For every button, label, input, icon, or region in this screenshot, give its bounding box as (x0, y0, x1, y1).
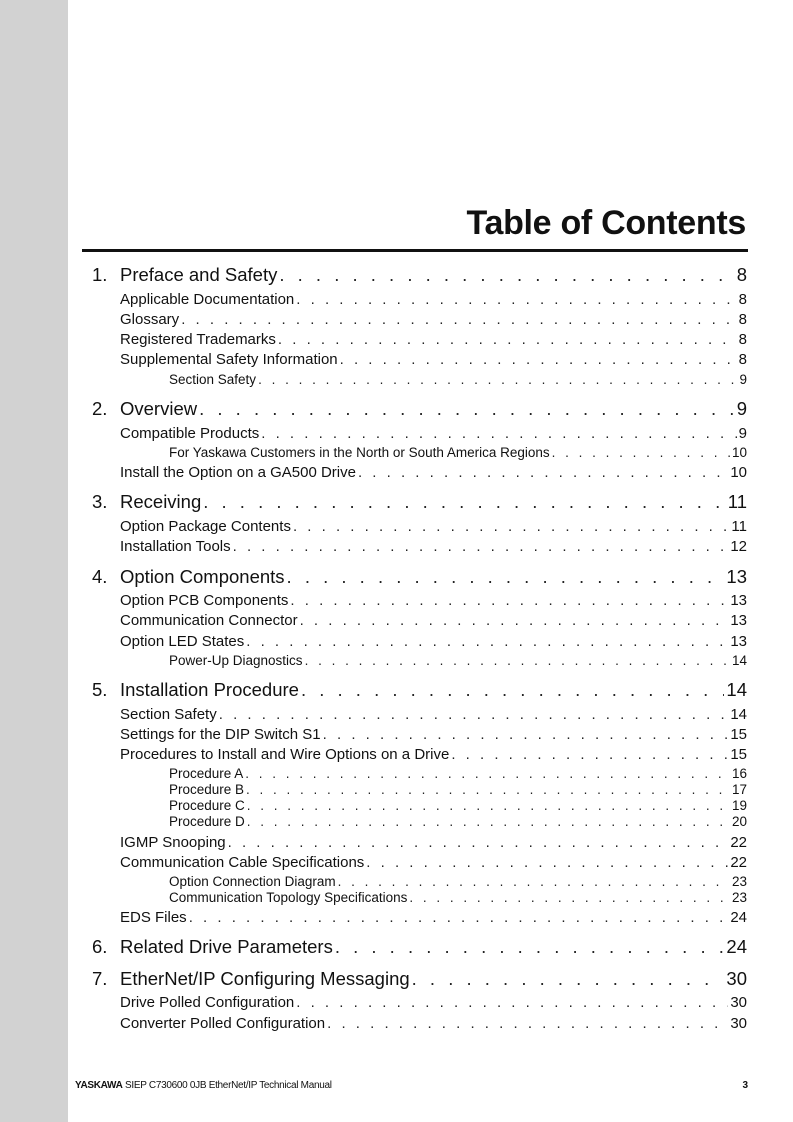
toc-entry-title: Procedure D (169, 814, 245, 829)
leader-dots (278, 331, 737, 348)
toc-page-number: 8 (738, 331, 747, 348)
toc-entry-title: Option LED States (120, 633, 245, 650)
toc-entry-title: EDS Files (120, 909, 187, 926)
toc-page-number: 23 (731, 874, 747, 889)
toc-page-number: 30 (726, 968, 747, 989)
toc-entry-title: Supplemental Safety Information (120, 351, 338, 368)
toc-page-number: 13 (726, 566, 747, 587)
toc-entry-title: Applicable Documentation (120, 291, 295, 308)
toc-page-number: 9 (738, 425, 747, 442)
leader-dots (409, 890, 730, 905)
leader-dots (279, 264, 734, 286)
toc-entry[interactable] (169, 798, 747, 813)
toc-entry-title: Procedure A (169, 766, 244, 781)
toc-entry-title: EtherNet/IP Configuring Messaging (120, 968, 410, 989)
toc-entry[interactable] (120, 1015, 747, 1032)
toc-entry-title: Settings for the DIP Switch S1 (120, 726, 321, 743)
footer-document-id (75, 1080, 332, 1091)
toc-entry-title: Glossary (120, 311, 180, 328)
toc-entry[interactable] (92, 679, 747, 701)
leader-dots (258, 372, 737, 387)
toc-entry[interactable] (120, 331, 747, 348)
toc-page-number: 22 (730, 854, 747, 871)
toc-page-number: 15 (730, 726, 747, 743)
toc-entry-title: Registered Trademarks (120, 331, 276, 348)
leader-dots (451, 746, 728, 763)
leader-dots (246, 633, 728, 650)
chapter-number: 5. (92, 679, 108, 700)
toc-entry[interactable] (120, 994, 747, 1011)
toc-page-number: 24 (726, 936, 747, 957)
leader-dots (358, 464, 728, 481)
toc-entry[interactable] (120, 351, 747, 368)
toc-entry[interactable] (92, 936, 747, 958)
toc-page-number: 14 (730, 706, 747, 723)
toc-entry-title: For Yaskawa Customers in the North or South America Regions (169, 445, 550, 460)
toc-entry[interactable] (92, 968, 747, 990)
footer-doc-title: SIEP C730600 0JB EtherNet/IP Technical Manual (125, 1080, 332, 1091)
toc-page-number: 14 (726, 679, 747, 700)
toc-entry[interactable] (120, 612, 747, 629)
leader-dots (233, 538, 729, 555)
chapter-number: 7. (92, 968, 108, 989)
leader-dots (305, 653, 730, 668)
toc-entry[interactable] (120, 746, 747, 763)
leader-dots (366, 854, 728, 871)
toc-entry-title: Communication Cable Specifications (120, 854, 365, 871)
leader-dots (338, 874, 730, 889)
toc-entry[interactable] (92, 264, 747, 286)
leader-dots (335, 936, 725, 958)
leader-dots (323, 726, 729, 743)
toc-entry[interactable] (169, 782, 747, 797)
toc-entry-title: Communication Connector (120, 612, 298, 629)
leader-dots (290, 592, 728, 609)
toc-page-number: 11 (727, 491, 747, 512)
toc-page-number: 9 (739, 372, 747, 387)
footer-brand: YASKAWA (75, 1080, 123, 1091)
toc-entry[interactable] (120, 909, 747, 926)
toc-page-number: 30 (730, 1015, 747, 1032)
toc-page-number: 23 (731, 890, 747, 905)
toc-page-number: 9 (736, 398, 747, 419)
leader-dots (261, 425, 736, 442)
toc-entry[interactable] (169, 890, 747, 905)
leader-dots (199, 398, 735, 420)
toc-entry-title: Install the Option on a GA500 Drive (120, 464, 356, 481)
toc-entry-title: Receiving (120, 491, 202, 512)
leader-dots (247, 798, 730, 813)
toc-page-number: 8 (738, 311, 747, 328)
toc-page-number: 30 (730, 994, 747, 1011)
toc-entry-title: Procedure C (169, 798, 245, 813)
toc-page-number: 13 (730, 592, 747, 609)
toc-entry-title: Option PCB Components (120, 592, 289, 609)
toc-page-number: 8 (736, 264, 747, 285)
toc-page-number: 10 (730, 464, 747, 481)
toc-entry-title: Related Drive Parameters (120, 936, 333, 957)
leader-dots (552, 445, 730, 460)
toc-entry-title: Installation Procedure (120, 679, 299, 700)
leader-dots (203, 491, 726, 513)
page-title: Table of Contents (466, 204, 746, 242)
toc-entry-title: Option Components (120, 566, 285, 587)
toc-entry[interactable] (120, 633, 747, 650)
toc-entry[interactable] (169, 653, 747, 668)
title-rule (82, 249, 748, 252)
toc-page-number: 13 (730, 633, 747, 650)
toc-page-number: 16 (731, 766, 747, 781)
toc-entry-title: Procedure B (169, 782, 245, 797)
toc-entry[interactable] (120, 538, 747, 555)
toc-entry-title: Drive Polled Configuration (120, 994, 295, 1011)
toc-entry-title: Installation Tools (120, 538, 231, 555)
toc-entry-title: Option Connection Diagram (169, 874, 336, 889)
leader-dots (219, 706, 729, 723)
toc-entry-title: Section Safety (169, 372, 257, 387)
toc-entry[interactable] (120, 592, 747, 609)
footer-page-number: 3 (742, 1080, 748, 1091)
toc-entry[interactable] (120, 854, 747, 871)
leader-dots (340, 351, 737, 368)
toc-page-number: 22 (730, 834, 747, 851)
chapter-number: 1. (92, 264, 108, 285)
leader-dots (189, 909, 729, 926)
chapter-number: 3. (92, 491, 108, 512)
toc-entry[interactable] (120, 706, 747, 723)
toc-entry[interactable] (92, 398, 747, 420)
toc-entry[interactable] (169, 766, 747, 781)
leader-dots (245, 766, 730, 781)
toc-entry-title: Communication Topology Specifications (169, 890, 408, 905)
toc-entry[interactable] (169, 874, 747, 889)
leader-dots (293, 518, 729, 535)
toc-entry[interactable] (120, 311, 747, 328)
toc-entry-title: Preface and Safety (120, 264, 278, 285)
page-margin-bar (0, 0, 68, 1122)
toc-page-number: 10 (731, 445, 747, 460)
toc-entry-title: Procedures to Install and Wire Options on a Drive (120, 746, 450, 763)
toc-entry-title: Converter Polled Configuration (120, 1015, 326, 1032)
toc-entry[interactable] (120, 518, 747, 535)
toc-entry[interactable] (92, 566, 747, 588)
toc-page-number: 11 (731, 518, 747, 535)
toc-entry[interactable] (169, 814, 747, 829)
toc-page-number: 14 (731, 653, 747, 668)
leader-dots (296, 994, 728, 1011)
chapter-number: 6. (92, 936, 108, 957)
leader-dots (246, 782, 730, 797)
leader-dots (247, 814, 730, 829)
leader-dots (300, 612, 729, 629)
leader-dots (327, 1015, 728, 1032)
toc-entry[interactable] (169, 445, 747, 460)
toc-entry-title: Option Package Contents (120, 518, 291, 535)
toc-entry-title: Section Safety (120, 706, 217, 723)
toc-entry[interactable] (120, 291, 747, 308)
toc-entry-title: Overview (120, 398, 198, 419)
toc-page-number: 20 (731, 814, 747, 829)
toc-page-number: 8 (738, 291, 747, 308)
leader-dots (296, 291, 736, 308)
toc-entry[interactable] (92, 491, 747, 513)
toc-entry-title: Compatible Products (120, 425, 260, 442)
toc-entry[interactable] (120, 834, 747, 851)
toc-entry[interactable] (120, 425, 747, 442)
toc-entry-title: Power-Up Diagnostics (169, 653, 303, 668)
leader-dots (412, 968, 725, 990)
toc-page-number: 15 (730, 746, 747, 763)
toc-entry[interactable] (120, 464, 747, 481)
leader-dots (287, 566, 725, 588)
chapter-number: 2. (92, 398, 108, 419)
toc-entry[interactable] (169, 372, 747, 387)
toc-page-number: 8 (738, 351, 747, 368)
toc-page-number: 12 (730, 538, 747, 555)
leader-dots (301, 679, 724, 701)
leader-dots (228, 834, 729, 851)
leader-dots (181, 311, 736, 328)
toc-page-number: 17 (731, 782, 747, 797)
toc-entry[interactable] (120, 726, 747, 743)
toc-entry-title: IGMP Snooping (120, 834, 226, 851)
toc-page-number: 19 (731, 798, 747, 813)
toc-page-number: 24 (730, 909, 747, 926)
chapter-number: 4. (92, 566, 108, 587)
toc-page-number: 13 (730, 612, 747, 629)
